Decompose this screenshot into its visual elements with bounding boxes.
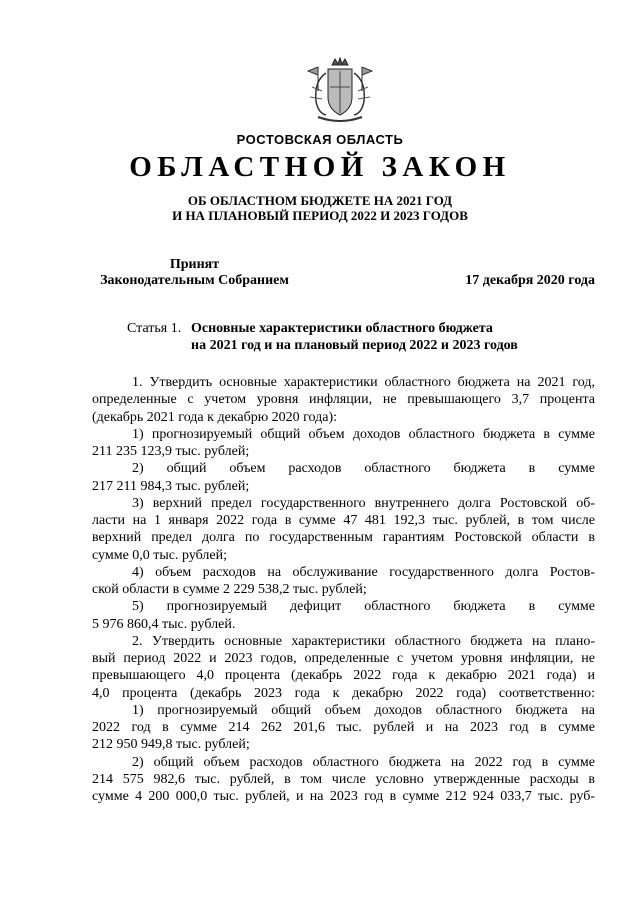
text-line: 1) прогнозируемый общий объем доходов областного бюджета на — [132, 702, 595, 718]
rostov-coat-of-arms-icon — [304, 57, 376, 125]
text-line: 4,0 процента (декабрь 2023 года к декабрю 2022 года) соответственно: — [92, 685, 595, 701]
article-number: Статья 1. — [127, 321, 182, 336]
text-line: 2022 год в сумме 214 262 201,6 тыс. рублей и на 2023 год в сумме — [92, 720, 595, 735]
article-heading-line2: на 2021 год и на плановый период 2022 и 2023 годов — [191, 338, 518, 353]
text-line: 1) прогнозируемый общий объем доходов областного бюджета в сумме — [132, 426, 595, 442]
adoption-block — [92, 257, 297, 289]
article-body — [92, 374, 595, 805]
adoption-line1: Принят — [169, 257, 220, 272]
text-line: 5) прогнозируемый дефицит областного бюджета в сумме — [132, 599, 595, 615]
text-line: 2. Утвердить основные характеристики областного бюджета на плано- — [132, 633, 595, 649]
text-line: ласти на 1 января 2022 года в сумме 47 481 192,3 тыс. рублей, в том числе — [92, 513, 595, 528]
text-line: 217 211 984,3 тыс. рублей; — [92, 478, 250, 494]
text-line: 212 950 949,8 тыс. рублей; — [92, 737, 250, 753]
text-line: 211 235 123,9 тыс. рублей; — [92, 444, 250, 459]
region-name: РОСТОВСКАЯ ОБЛАСТЬ — [236, 132, 404, 147]
text-line: сумме 0,0 тыс. рублей; — [92, 547, 228, 563]
adoption-line2: Законодательным Собранием — [100, 273, 289, 288]
text-line: 2) общий объем расходов областного бюджета в сумме — [132, 461, 595, 477]
text-line: 3) верхний предел государственного внутреннего долга Ростовской об- — [132, 495, 595, 511]
text-line: 214 575 982,6 тыс. рублей, в том числе условно утвержденные расходы в — [92, 771, 595, 787]
law-subtitle-line1: ОБ ОБЛАСТНОМ БЮДЖЕТЕ НА 2021 ГОД — [187, 193, 453, 208]
adoption-date: 17 декабря 2020 года — [465, 273, 595, 288]
text-line: определенные с учетом уровня инфляции, не превышающего 3,7 процента — [92, 392, 595, 408]
text-line: сумме 4 200 000,0 тыс. рублей, и на 2023 год в сумме 212 924 033,7 тыс. руб- — [92, 789, 595, 804]
text-line: 4) объем расходов на обслуживание государственного долга Ростов- — [132, 564, 595, 580]
text-line: 5 976 860,4 тыс. рублей. — [92, 616, 236, 632]
text-line: превышающего 4,0 процента (декабрь 2022 года к декабрю 2021 года) и — [92, 668, 595, 684]
text-line: 1. Утвердить основные характеристики областного бюджета на 2021 год, — [132, 375, 595, 390]
law-subtitle-line2: И НА ПЛАНОВЫЙ ПЕРИОД 2022 И 2023 ГОДОВ — [172, 208, 468, 223]
text-line: верхний предел долга по государственным гарантиям Ростовской области в — [92, 530, 595, 546]
law-title: ОБЛАСТНОЙ ЗАКОН — [129, 151, 511, 183]
text-line: вый период 2022 и 2023 годов, определенные с учетом уровня инфляции, не — [92, 651, 595, 666]
text-line: (декабрь 2021 года к декабрю 2020 года): — [92, 409, 338, 425]
article-heading-line1: Основные характеристики областного бюджета — [191, 321, 493, 336]
text-line: ской области в сумме 2 229 538,2 тыс. рублей; — [92, 582, 367, 597]
text-line: 2) общий объем расходов областного бюджета на 2022 год в сумме — [132, 754, 595, 770]
article-heading — [191, 320, 601, 354]
